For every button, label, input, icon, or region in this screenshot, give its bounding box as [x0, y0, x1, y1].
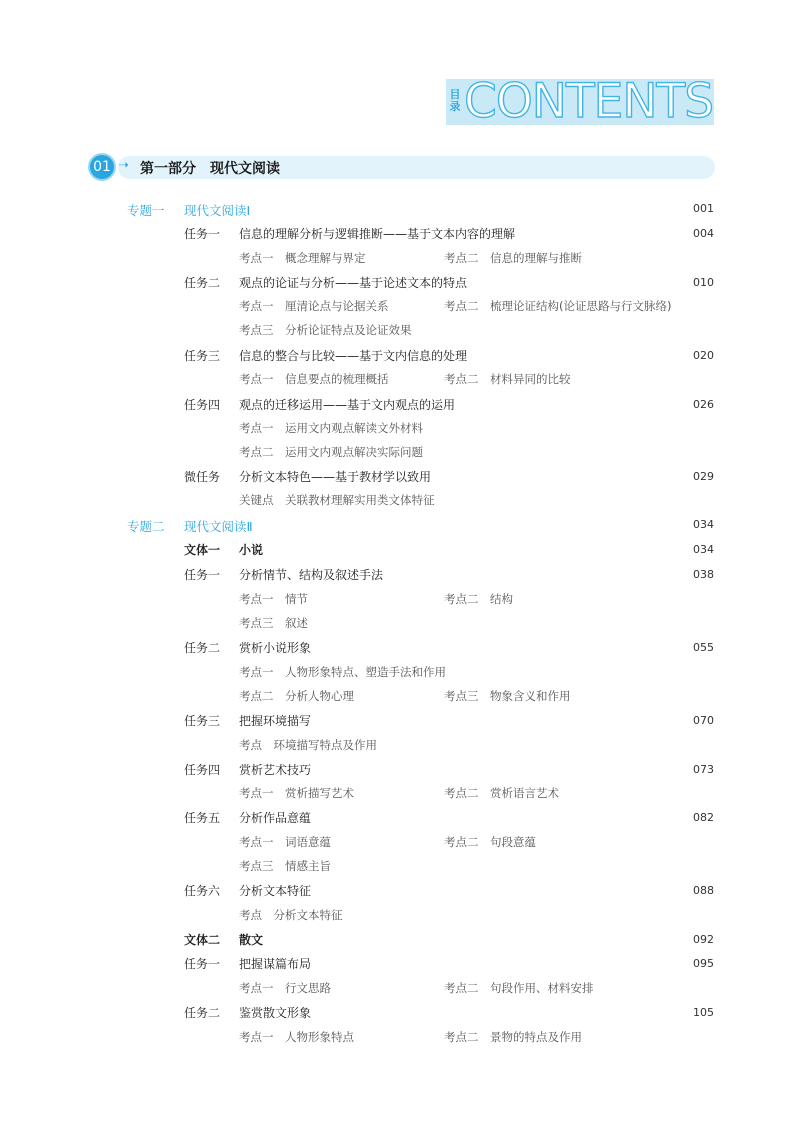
page-number[interactable]: 095 [693, 957, 714, 970]
task-label[interactable]: 任务三 [184, 714, 221, 728]
kaodian-item: 考点二 赏析语言艺术 [444, 786, 559, 800]
genre-label[interactable]: 文体二 [184, 933, 221, 947]
banner-mulu-label: 目录 [449, 88, 461, 113]
kaodian-item: 考点一 运用文内观点解读文外材料 [239, 421, 423, 435]
kaodian-item: 考点二 信息的理解与推断 [444, 251, 582, 265]
kaodian-item: 考点一 人物形象特点 [239, 1030, 354, 1044]
genre-title[interactable]: 小说 [239, 543, 264, 557]
task-title[interactable]: 鉴赏散文形象 [239, 1006, 312, 1020]
kaodian-item: 考点二 结构 [444, 592, 513, 606]
topic-title[interactable]: 现代文阅读Ⅱ [184, 519, 253, 534]
task-label[interactable]: 任务一 [184, 227, 221, 241]
page-number[interactable]: 038 [693, 568, 714, 581]
kaodian-item: 考点二 分析人物心理 [239, 689, 354, 703]
key-point-item: 关键点 关联教材理解实用类文体特征 [239, 493, 435, 507]
page-number[interactable]: 034 [693, 543, 714, 556]
page-number[interactable]: 004 [693, 227, 714, 240]
task-title[interactable]: 分析文本特征 [239, 884, 312, 898]
kaodian-item: 考点一 概念理解与界定 [239, 251, 366, 265]
kaodian-item: 考点二 材料异同的比较 [444, 372, 571, 386]
page-number[interactable]: 070 [693, 714, 714, 727]
topic-label[interactable]: 专题二 [127, 519, 165, 534]
part-title: 第一部分 现代文阅读 [140, 161, 280, 177]
task-title[interactable]: 信息的整合与比较——基于文内信息的处理 [239, 349, 468, 363]
arrow-icon: ➝ [118, 158, 129, 173]
task-title[interactable]: 把握环境描写 [239, 714, 312, 728]
topic-label[interactable]: 专题一 [127, 203, 165, 218]
page-number[interactable]: 029 [693, 470, 714, 483]
kaodian-item: 考点一 信息要点的梳理概括 [239, 372, 389, 386]
topic-title[interactable]: 现代文阅读Ⅰ [184, 203, 251, 218]
page-number[interactable]: 034 [693, 518, 714, 531]
task-title[interactable]: 分析情节、结构及叙述手法 [239, 568, 384, 582]
kaodian-item: 考点三 叙述 [239, 616, 308, 630]
task-title[interactable]: 观点的论证与分析——基于论述文本的特点 [239, 276, 468, 290]
kaodian-item: 考点二 句段作用、材料安排 [444, 981, 594, 995]
kaodian-item: 考点二 句段意蕴 [444, 835, 536, 849]
task-label[interactable]: 任务二 [184, 641, 221, 655]
banner-contents-word: CONTENTS [464, 74, 714, 129]
page-number[interactable]: 055 [693, 641, 714, 654]
task-title[interactable]: 分析文本特色——基于教材学以致用 [239, 470, 432, 484]
kaodian-item: 考点一 赏析描写艺术 [239, 786, 354, 800]
kaodian-item: 考点三 情感主旨 [239, 859, 331, 873]
task-label[interactable]: 任务一 [184, 957, 221, 971]
kaodian-item: 考点一 人物形象特点、塑造手法和作用 [239, 665, 446, 679]
page-number[interactable]: 073 [693, 763, 714, 776]
task-label[interactable]: 任务二 [184, 1006, 221, 1020]
kaodian-item: 考点二 运用文内观点解决实际问题 [239, 445, 423, 459]
task-label[interactable]: 微任务 [184, 470, 221, 484]
genre-label[interactable]: 文体一 [184, 543, 221, 557]
task-label[interactable]: 任务六 [184, 884, 221, 898]
page-number[interactable]: 088 [693, 884, 714, 897]
kaodian-item: 考点一 行文思路 [239, 981, 331, 995]
task-label[interactable]: 任务四 [184, 763, 221, 777]
genre-title[interactable]: 散文 [239, 933, 264, 947]
page-number[interactable]: 092 [693, 933, 714, 946]
contents-banner [446, 74, 714, 129]
task-label[interactable]: 任务二 [184, 276, 221, 290]
task-label[interactable]: 任务四 [184, 398, 221, 412]
page-number[interactable]: 010 [693, 276, 714, 289]
task-title[interactable]: 赏析小说形象 [239, 641, 312, 655]
kaodian-item: 考点一 厘清论点与论据关系 [239, 299, 389, 313]
task-label[interactable]: 任务三 [184, 349, 221, 363]
kaodian-item: 考点三 分析论证特点及论证效果 [239, 323, 412, 337]
page-number[interactable]: 020 [693, 349, 714, 362]
kaodian-item: 考点一 词语意蕴 [239, 835, 331, 849]
kaodian-item: 考点二 景物的特点及作用 [444, 1030, 582, 1044]
page-number[interactable]: 105 [693, 1006, 714, 1019]
part-header [88, 153, 715, 183]
part-number-badge: 01 [88, 153, 116, 181]
kaodian-item: 考点 环境描写特点及作用 [239, 738, 377, 752]
kaodian-item: 考点三 物象含义和作用 [444, 689, 571, 703]
task-label[interactable]: 任务五 [184, 811, 221, 825]
kaodian-item: 考点一 情节 [239, 592, 308, 606]
kaodian-item: 考点 分析文本特征 [239, 908, 343, 922]
page-number[interactable]: 001 [693, 202, 714, 215]
page-number[interactable]: 082 [693, 811, 714, 824]
task-title[interactable]: 把握谋篇布局 [239, 957, 312, 971]
task-label[interactable]: 任务一 [184, 568, 221, 582]
task-title[interactable]: 赏析艺术技巧 [239, 763, 312, 777]
task-title[interactable]: 信息的理解分析与逻辑推断——基于文本内容的理解 [239, 227, 516, 241]
task-title[interactable]: 分析作品意蕴 [239, 811, 312, 825]
kaodian-item: 考点二 梳理论证结构(论证思路与行文脉络) [444, 299, 672, 313]
page-number[interactable]: 026 [693, 398, 714, 411]
task-title[interactable]: 观点的迁移运用——基于文内观点的运用 [239, 398, 456, 412]
